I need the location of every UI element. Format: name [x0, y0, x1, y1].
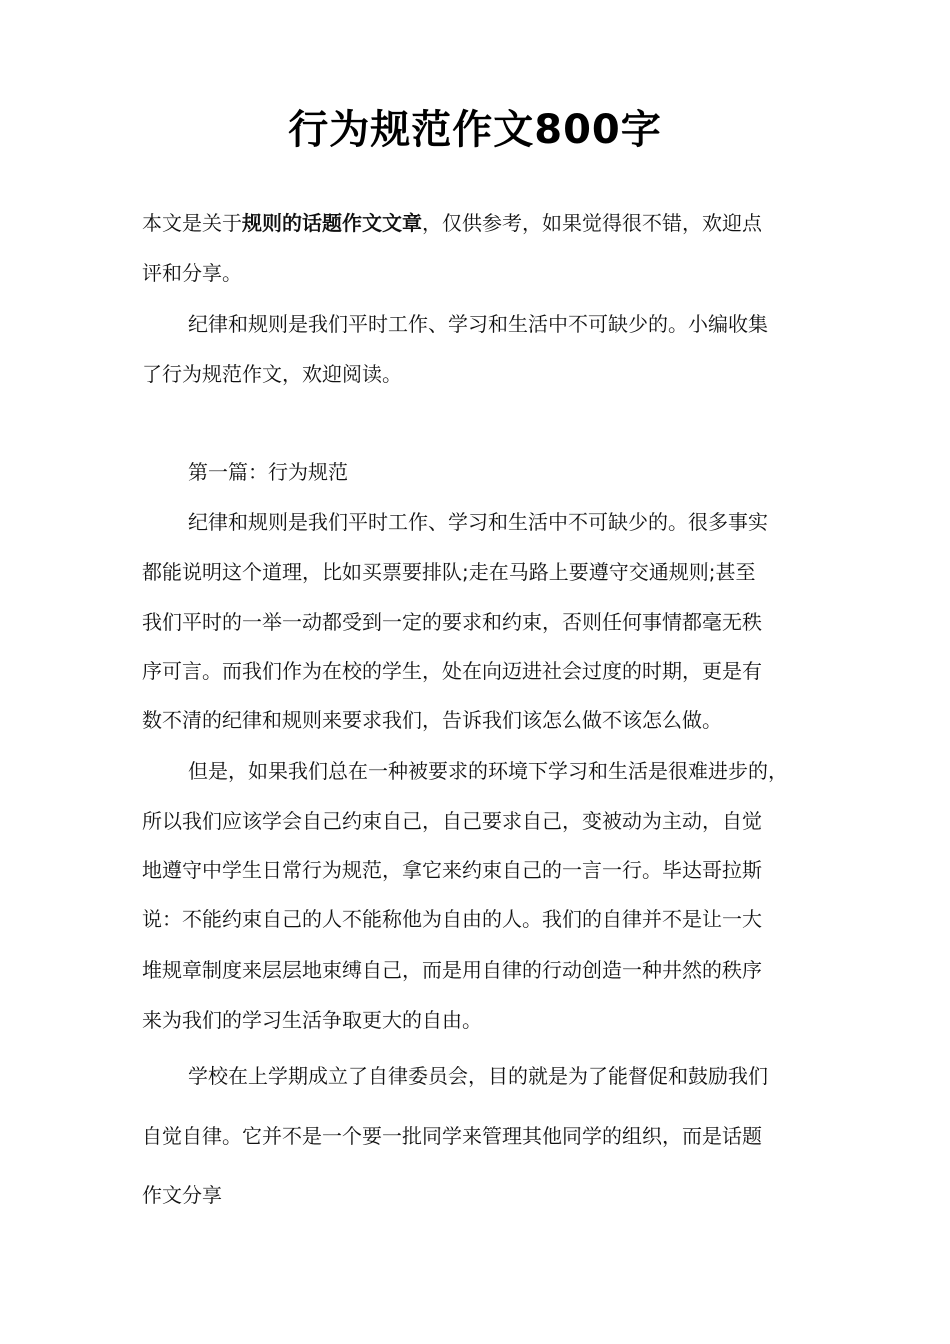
summary-line-1: 纪律和规则是我们平时工作、学习和生活中不可缺少的。小编收集: [188, 312, 768, 336]
intro-suffix: ，仅供参考，如果觉得很不错，欢迎点: [422, 211, 762, 235]
intro-keyword: 规则的话题作文文章: [242, 211, 422, 235]
paragraph2-line-1: 但是，如果我们总在一种被要求的环境下学习和生活是很难进步的，: [188, 759, 788, 783]
paragraph2-line-2: 所以我们应该学会自己约束自己，自己要求自己，变被动为主动，自觉: [142, 809, 762, 833]
paragraph3-line-2: [142, 1121, 762, 1151]
section-heading: 第一篇：行为规范: [188, 460, 348, 484]
paragraph2-line-6: 来为我们的学习生活争取更大的自由。: [142, 1008, 482, 1032]
intro-prefix: 本文是关于: [142, 211, 242, 235]
paragraph3-line-2-main: 自觉自律。它并不是一个要一批同学来管理其他同学的组织，而是: [142, 1124, 722, 1148]
intro-line-2: 评和分享。: [142, 261, 242, 285]
paragraph1-line-5: 数不清的纪律和规则来要求我们，告诉我们该怎么做不该怎么做。: [142, 708, 722, 732]
paragraph3-line-1: 学校在上学期成立了自律委员会，目的就是为了能督促和鼓励我们: [188, 1064, 768, 1088]
paragraph2-line-5: 堆规章制度来层层地束缚自己，而是用自律的行动创造一种井然的秩序: [142, 958, 762, 982]
paragraph2-line-3: 地遵守中学生日常行为规范，拿它来约束自己的一言一行。毕达哥拉斯: [142, 858, 762, 882]
paragraph2-line-4: 说：不能约束自己的人不能称他为自由的人。我们的自律并不是让一大: [142, 907, 762, 931]
document-title: 行为规范作文800字: [288, 107, 662, 153]
summary-line-2: 了行为规范作文，欢迎阅读。: [142, 362, 402, 386]
paragraph1-line-3: 我们平时的一举一动都受到一定的要求和约束，否则任何事情都毫无秩: [142, 610, 762, 634]
paragraph1-line-1: 纪律和规则是我们平时工作、学习和生活中不可缺少的。很多事实: [188, 510, 768, 534]
paragraph1-line-4: 序可言。而我们作为在校的学生，处在向迈进社会过度的时期，更是有: [142, 659, 762, 683]
paragraph3-line-3: 作文分享: [142, 1183, 222, 1207]
paragraph3-line-2-tail: 话题: [722, 1124, 762, 1148]
intro-line-1: [142, 208, 762, 238]
paragraph1-line-2: 都能说明这个道理，比如买票要排队;走在马路上要遵守交通规则;甚至: [142, 560, 756, 584]
